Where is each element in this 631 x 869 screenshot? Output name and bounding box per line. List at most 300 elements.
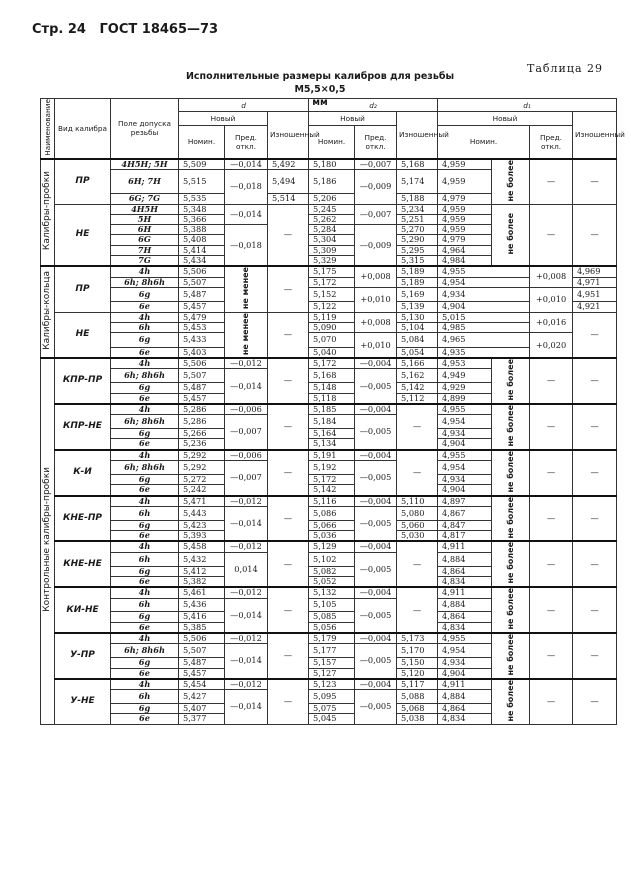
d1-nominal-cell: 4,984 — [438, 256, 492, 267]
gauge-type-label: КИ-НЕ — [55, 587, 111, 633]
d2-nominal-cell: 5,304 — [309, 235, 355, 245]
d-worn-cell: 5,514 — [268, 194, 309, 204]
tolerance-cell: 5Н — [111, 214, 179, 224]
d-nominal-cell: 5,272 — [179, 475, 225, 485]
d1-nominal-cell: 4,911 — [438, 541, 492, 552]
tolerance-cell: 6G; 7G — [111, 194, 179, 204]
d1-worn-cell: — — [573, 358, 617, 404]
d-deviation-cell: —0,006 — [225, 450, 268, 461]
d1-deviation-cell: — — [530, 159, 573, 204]
d1-nominal-cell: 4,934 — [438, 658, 492, 668]
gauge-type-label: У-ПР — [55, 633, 111, 679]
table-row — [41, 450, 617, 461]
d-nominal-cell: 5,457 — [179, 393, 225, 404]
d1-nominal-cell: 4,904 — [438, 668, 492, 679]
d2-deviation-cell: —0,005 — [355, 644, 397, 679]
d-nom-header: Номин. — [179, 125, 225, 159]
d1-nominal-cell: 4,911 — [438, 587, 492, 598]
d2-deviation-cell: —0,004 — [355, 587, 397, 598]
tolerance-cell: 6h — [111, 552, 179, 566]
tolerance-cell: 6g — [111, 566, 179, 576]
table-row — [41, 204, 617, 214]
table-title-line1: Исполнительные размеры калибров для резьбы М5,5×0,5 — [185, 71, 455, 95]
d2-deviation-cell: —0,005 — [355, 461, 397, 496]
d2-worn-cell: 5,234 — [397, 204, 438, 214]
d-nominal-cell: 5,454 — [179, 679, 225, 690]
d2-deviation-cell: +0,010 — [355, 333, 397, 358]
d2-deviation-cell: —0,007 — [355, 159, 397, 170]
table-row — [41, 312, 617, 322]
tolerance-cell: 6g — [111, 658, 179, 668]
d2-nominal-cell: 5,132 — [309, 587, 355, 598]
d-nominal-cell: 5,506 — [179, 358, 225, 369]
d-nominal-cell: 5,506 — [179, 266, 225, 277]
d-nominal-cell: 5,348 — [179, 204, 225, 214]
d-worn-cell: — — [268, 266, 309, 312]
d1-worn-cell: — — [573, 159, 617, 204]
d1-nominal-cell: 4,864 — [438, 704, 492, 714]
tolerance-cell: 4h — [111, 541, 179, 552]
d-nominal-cell: 5,506 — [179, 633, 225, 644]
d-worn-cell: — — [268, 404, 309, 450]
d1-nominal-cell: 4,904 — [438, 302, 530, 312]
d-nominal-cell: 5,385 — [179, 622, 225, 633]
d2-worn-cell: 5,139 — [397, 302, 438, 312]
d-nominal-cell: 5,286 — [179, 404, 225, 415]
d-nominal-cell: 5,461 — [179, 587, 225, 598]
d2-nominal-cell: 5,172 — [309, 358, 355, 369]
gauge-type-label: КПР-ПР — [55, 358, 111, 404]
not-more-note: не более — [492, 159, 530, 204]
d-nominal-cell: 5,487 — [179, 383, 225, 393]
d2-nominal-cell: 5,045 — [309, 714, 355, 724]
d1-nominal-cell: 4,954 — [438, 461, 492, 475]
d2-worn-cell: 5,120 — [397, 668, 438, 679]
d1-new-header: Новый — [438, 112, 573, 126]
d-worn-cell: — — [268, 450, 309, 496]
d-deviation-cell: —0,014 — [225, 159, 268, 170]
d1-nominal-cell: 4,959 — [438, 225, 492, 235]
d2-worn-cell: 5,188 — [397, 194, 438, 204]
d1-nominal-cell: 4,934 — [438, 475, 492, 485]
tolerance-cell: 6e — [111, 439, 179, 450]
d-deviation-cell: —0,012 — [225, 679, 268, 690]
d1-worn-cell: — — [573, 633, 617, 679]
d1-nominal-cell: 4,959 — [438, 170, 492, 194]
table-row — [41, 404, 617, 415]
d-worn-cell: — — [268, 204, 309, 266]
d-deviation-cell: —0,018 — [225, 225, 268, 267]
d1-deviation-cell: — — [530, 358, 573, 404]
d-nominal-cell: 5,457 — [179, 668, 225, 679]
table-row — [41, 633, 617, 644]
d-nominal-cell: 5,366 — [179, 214, 225, 224]
d2-nominal-cell: 5,152 — [309, 287, 355, 302]
d1-nominal-cell: 4,834 — [438, 576, 492, 587]
table-row — [41, 496, 617, 507]
d-nominal-cell: 5,266 — [179, 429, 225, 439]
d-deviation-cell: —0,007 — [225, 461, 268, 496]
d1-nominal-cell: 4,847 — [438, 520, 492, 530]
table-number: Таблица 29 — [527, 62, 603, 75]
d-deviation-cell: —0,014 — [225, 204, 268, 225]
d1-nominal-cell: 4,949 — [438, 369, 492, 383]
d-nominal-cell: 5,292 — [179, 461, 225, 475]
gauge-type-label: НЕ — [55, 204, 111, 266]
d2-deviation-cell: +0,008 — [355, 312, 397, 333]
d2-nominal-cell: 5,118 — [309, 393, 355, 404]
tolerance-cell: 4h — [111, 266, 179, 277]
tolerance-cell: 6g — [111, 704, 179, 714]
gauge-type-label: К-И — [55, 450, 111, 496]
table-row — [41, 679, 617, 690]
d2-deviation-cell: +0,010 — [355, 287, 397, 312]
tolerance-cell: 6G — [111, 235, 179, 245]
d2-deviation-cell: —0,004 — [355, 679, 397, 690]
tolerance-cell: 6g — [111, 287, 179, 302]
d1-nominal-cell: 4,979 — [438, 194, 492, 204]
d2-worn-cell: 5,088 — [397, 690, 438, 704]
tolerance-cell: 6e — [111, 714, 179, 724]
page-header — [32, 22, 218, 37]
d1-worn-cell: — — [573, 204, 617, 266]
d2-deviation-cell: —0,005 — [355, 369, 397, 404]
d2-worn-cell: 5,112 — [397, 393, 438, 404]
d1-nominal-cell: 4,954 — [438, 277, 530, 287]
d-deviation-cell: —0,014 — [225, 369, 268, 404]
d2-nominal-cell: 5,095 — [309, 690, 355, 704]
d2-worn-cell: 5,162 — [397, 369, 438, 383]
d2-worn-cell: 5,030 — [397, 531, 438, 542]
d2-worn-cell: 5,290 — [397, 235, 438, 245]
d-nominal-cell: 5,292 — [179, 450, 225, 461]
d2-worn-cell: 5,054 — [397, 347, 438, 358]
not-more-note: не более — [492, 587, 530, 633]
d2-nominal-cell: 5,185 — [309, 404, 355, 415]
gauge-type-label: НЕ — [55, 312, 111, 358]
d2-worn-header: Изношенный — [397, 112, 438, 159]
d2-worn-cell: 5,166 — [397, 358, 438, 369]
d1-worn-cell: — — [573, 404, 617, 450]
d-nominal-cell: 5,432 — [179, 552, 225, 566]
d2-worn-cell: 5,150 — [397, 658, 438, 668]
d2-new-header: Новый — [309, 112, 397, 126]
d2-nominal-cell: 5,180 — [309, 159, 355, 170]
tolerance-cell: 7G — [111, 256, 179, 267]
d2-nominal-cell: 5,329 — [309, 256, 355, 267]
not-less-note: не менее — [225, 312, 268, 358]
d1-nominal-cell: 5,015 — [438, 312, 530, 322]
d2-nominal-cell: 5,127 — [309, 668, 355, 679]
d2-nominal-cell: 5,184 — [309, 415, 355, 429]
tolerance-cell: 4h — [111, 496, 179, 507]
d2-worn-cell: 5,110 — [397, 496, 438, 507]
tolerance-cell: 7Н — [111, 245, 179, 255]
d-nominal-cell: 5,407 — [179, 704, 225, 714]
d-deviation-cell: —0,012 — [225, 358, 268, 369]
d-nominal-cell: 5,433 — [179, 333, 225, 348]
d2-deviation-cell: —0,009 — [355, 170, 397, 205]
tolerance-cell: 6h — [111, 506, 179, 520]
d2-nominal-cell: 5,129 — [309, 541, 355, 552]
d1-nominal-cell: 4,817 — [438, 531, 492, 542]
d-deviation-cell: —0,014 — [225, 598, 268, 633]
d1-deviation-cell: +0,020 — [530, 333, 573, 358]
d1-worn-cell: — — [573, 587, 617, 633]
d-nominal-cell: 5,509 — [179, 159, 225, 170]
gauge-type-label: У-НЕ — [55, 679, 111, 724]
tolerance-cell: 4h — [111, 358, 179, 369]
d-worn-cell: 5,494 — [268, 170, 309, 194]
d-worn-cell: — — [268, 496, 309, 542]
d2-nominal-cell: 5,175 — [309, 266, 355, 277]
d1-deviation-cell: — — [530, 587, 573, 633]
d-worn-cell: — — [268, 679, 309, 724]
d2-worn-cell: 5,251 — [397, 214, 438, 224]
d2-worn-cell: 5,168 — [397, 159, 438, 170]
d1-deviation-cell: +0,010 — [530, 287, 573, 312]
tolerance-cell: 6e — [111, 393, 179, 404]
d1-deviation-cell: — — [530, 204, 573, 266]
category-control-gauges: Контрольные калибры-пробки — [41, 358, 55, 724]
d2-nominal-cell: 5,036 — [309, 531, 355, 542]
d2-nominal-cell: 5,179 — [309, 633, 355, 644]
d2-deviation-cell: —0,004 — [355, 496, 397, 507]
d-nominal-cell: 5,535 — [179, 194, 225, 204]
not-more-note: не более — [492, 496, 530, 542]
d2-worn-cell: 5,084 — [397, 333, 438, 348]
d2-worn-cell: 5,130 — [397, 312, 438, 322]
d2-nominal-cell: 5,082 — [309, 566, 355, 576]
d2-deviation-cell: —0,007 — [355, 204, 397, 225]
page-number: Стр. 24 — [32, 22, 86, 37]
not-more-note: не более — [492, 679, 530, 724]
d1-worn-header: Изношенный — [573, 112, 617, 159]
d2-worn-cell: — — [397, 587, 438, 633]
d1-deviation-cell: — — [530, 541, 573, 587]
table-row — [41, 287, 617, 302]
category-ring-gauges: Калибры-кольца — [41, 266, 55, 358]
d-deviation-cell: —0,007 — [225, 415, 268, 450]
tolerance-cell: 6h — [111, 323, 179, 333]
d2-worn-cell: 5,142 — [397, 383, 438, 393]
d2-deviation-cell: —0,004 — [355, 450, 397, 461]
d1-nominal-cell: 4,934 — [438, 429, 492, 439]
d-nominal-cell: 5,242 — [179, 485, 225, 496]
d2-worn-cell: 5,038 — [397, 714, 438, 724]
table-row — [41, 587, 617, 598]
d-nominal-cell: 5,507 — [179, 644, 225, 658]
d2-nominal-cell: 5,157 — [309, 658, 355, 668]
table-row — [41, 333, 617, 348]
d2-worn-cell: 5,189 — [397, 277, 438, 287]
d-dev-header: Пред. откл. — [225, 125, 268, 159]
d2-worn-cell: 5,169 — [397, 287, 438, 302]
d1-nominal-cell: 4,985 — [438, 323, 530, 333]
tolerance-cell: 6e — [111, 668, 179, 679]
d-nominal-cell: 5,515 — [179, 170, 225, 194]
d2-nom-header: Номин. — [309, 125, 355, 159]
d2-nominal-cell: 5,168 — [309, 369, 355, 383]
d2-nominal-cell: 5,066 — [309, 520, 355, 530]
d2-nominal-cell: 5,070 — [309, 333, 355, 348]
d1-nominal-cell: 4,864 — [438, 612, 492, 622]
d2-deviation-cell: —0,005 — [355, 506, 397, 541]
d-nominal-cell: 5,507 — [179, 277, 225, 287]
d2-worn-cell: 5,060 — [397, 520, 438, 530]
d2-dev-header: Пред. откл. — [355, 125, 397, 159]
d1-worn-cell: 4,951 — [573, 287, 617, 302]
d2-nominal-cell: 5,040 — [309, 347, 355, 358]
d-nominal-cell: 5,471 — [179, 496, 225, 507]
calibre-dimensions-table — [40, 98, 625, 725]
d2-worn-cell: 5,189 — [397, 266, 438, 277]
d2-nominal-cell: 5,245 — [309, 204, 355, 214]
d1-deviation-cell: — — [530, 633, 573, 679]
tolerance-cell: 4h — [111, 633, 179, 644]
d-nominal-cell: 5,408 — [179, 235, 225, 245]
d1-nominal-cell: 4,955 — [438, 633, 492, 644]
d-nominal-cell: 5,436 — [179, 598, 225, 612]
d1-deviation-cell: +0,008 — [530, 266, 573, 287]
d1-nominal-cell: 4,959 — [438, 214, 492, 224]
d-deviation-cell: —0,018 — [225, 170, 268, 205]
d-nominal-cell: 5,412 — [179, 566, 225, 576]
d2-nominal-cell: 5,086 — [309, 506, 355, 520]
d1-nominal-cell: 4,911 — [438, 679, 492, 690]
d-nominal-cell: 5,427 — [179, 690, 225, 704]
d2-deviation-cell: —0,009 — [355, 225, 397, 267]
d1-nominal-cell: 4,884 — [438, 690, 492, 704]
d2-nominal-cell: 5,164 — [309, 429, 355, 439]
d2-nominal-cell: 5,116 — [309, 496, 355, 507]
d1-nominal-cell: 4,959 — [438, 159, 492, 170]
d1-deviation-cell: +0,016 — [530, 312, 573, 333]
d2-nominal-cell: 5,284 — [309, 225, 355, 235]
d-nominal-cell: 5,236 — [179, 439, 225, 450]
d-nominal-cell: 5,403 — [179, 347, 225, 358]
not-more-note: не более — [492, 450, 530, 496]
tolerance-cell: 4h — [111, 679, 179, 690]
d1-worn-cell: — — [573, 312, 617, 358]
gauge-type-label: ПР — [55, 159, 111, 204]
d2-deviation-cell: —0,004 — [355, 404, 397, 415]
table-row — [41, 266, 617, 277]
d1-nominal-cell: 4,864 — [438, 566, 492, 576]
d1-nominal-cell: 4,834 — [438, 622, 492, 633]
d-deviation-cell: —0,012 — [225, 587, 268, 598]
d2-worn-cell: — — [397, 450, 438, 496]
table-row — [41, 358, 617, 369]
d-nominal-cell: 5,453 — [179, 323, 225, 333]
d1-worn-cell: 4,971 — [573, 277, 617, 287]
tolerance-cell: 6h; 8h6h — [111, 644, 179, 658]
tolerance-cell: 4h — [111, 587, 179, 598]
tolerance-cell: 6g — [111, 475, 179, 485]
d1-nominal-cell: 4,955 — [438, 404, 492, 415]
d2-nominal-cell: 5,309 — [309, 245, 355, 255]
d1-nominal-cell: 4,954 — [438, 644, 492, 658]
d-nominal-cell: 5,479 — [179, 312, 225, 322]
d1-deviation-cell: — — [530, 404, 573, 450]
d2-worn-cell: 5,315 — [397, 256, 438, 267]
tolerance-cell: 6h; 8h6h — [111, 461, 179, 475]
d2-worn-cell: 5,170 — [397, 644, 438, 658]
d-nominal-cell: 5,487 — [179, 287, 225, 302]
not-more-note: не более — [492, 404, 530, 450]
table-row — [41, 541, 617, 552]
tolerance-cell: 4h — [111, 450, 179, 461]
d2-nominal-cell: 5,206 — [309, 194, 355, 204]
d-worn-cell: — — [268, 312, 309, 358]
d-new-header: Новый — [179, 112, 268, 126]
d1-worn-cell: — — [573, 679, 617, 724]
not-less-note: не менее — [225, 266, 268, 312]
d2-worn-cell: 5,068 — [397, 704, 438, 714]
gauge-type-label: ПР — [55, 266, 111, 312]
tolerance-cell: 4Н5Н — [111, 204, 179, 214]
d1-nominal-cell: 4,934 — [438, 287, 530, 302]
d-worn-cell: 5,492 — [268, 159, 309, 170]
d-worn-cell: — — [268, 541, 309, 587]
d-nominal-cell: 5,286 — [179, 415, 225, 429]
tolerance-cell: 6e — [111, 531, 179, 542]
d-worn-header: Изношенный — [268, 112, 309, 159]
tolerance-cell: 6h; 8h6h — [111, 369, 179, 383]
col-name-header: Наименование — [41, 99, 55, 159]
col-tolerance-header: Поле допуска резьбы — [111, 99, 179, 159]
tolerance-cell: 6h; 8h6h — [111, 277, 179, 287]
d1-nominal-cell: 4,884 — [438, 598, 492, 612]
col-type-header: Вид калибра — [55, 99, 111, 159]
tolerance-cell: 6Н; 7Н — [111, 170, 179, 194]
d2-nominal-cell: 5,262 — [309, 214, 355, 224]
d2-nominal-cell: 5,052 — [309, 576, 355, 587]
d2-worn-cell: 5,117 — [397, 679, 438, 690]
d1-nominal-cell: 4,904 — [438, 439, 492, 450]
d1-worn-cell: — — [573, 450, 617, 496]
tolerance-cell: 6Н — [111, 225, 179, 235]
d2-nominal-cell: 5,192 — [309, 461, 355, 475]
tolerance-cell: 6e — [111, 576, 179, 587]
tolerance-cell: 4h — [111, 312, 179, 322]
d2-deviation-cell: —0,005 — [355, 598, 397, 633]
d-deviation-cell: —0,006 — [225, 404, 268, 415]
d-nominal-cell: 5,423 — [179, 520, 225, 530]
d2-nominal-cell: 5,102 — [309, 552, 355, 566]
gauge-type-label: КНЕ-ПР — [55, 496, 111, 542]
d-nominal-cell: 5,434 — [179, 256, 225, 267]
d1-nominal-cell: 4,954 — [438, 415, 492, 429]
d1-worn-cell: — — [573, 541, 617, 587]
d2-deviation-cell: —0,005 — [355, 690, 397, 725]
d-deviation-cell: —0,012 — [225, 496, 268, 507]
d2-worn-cell: 5,174 — [397, 170, 438, 194]
d1-nominal-cell: 4,884 — [438, 552, 492, 566]
d2-nominal-cell: 5,122 — [309, 302, 355, 312]
d-nominal-cell: 5,416 — [179, 612, 225, 622]
d1-worn-cell: — — [573, 496, 617, 542]
d2-worn-cell: 5,295 — [397, 245, 438, 255]
d2-worn-cell: 5,270 — [397, 225, 438, 235]
d2-nominal-cell: 5,148 — [309, 383, 355, 393]
d2-deviation-cell: —0,005 — [355, 552, 397, 587]
d2-nominal-cell: 5,191 — [309, 450, 355, 461]
d-deviation-cell: —0,014 — [225, 690, 268, 725]
d-nominal-cell: 5,458 — [179, 541, 225, 552]
standard-code: ГОСТ 18465—73 — [99, 22, 219, 37]
d2-nominal-cell: 5,105 — [309, 598, 355, 612]
